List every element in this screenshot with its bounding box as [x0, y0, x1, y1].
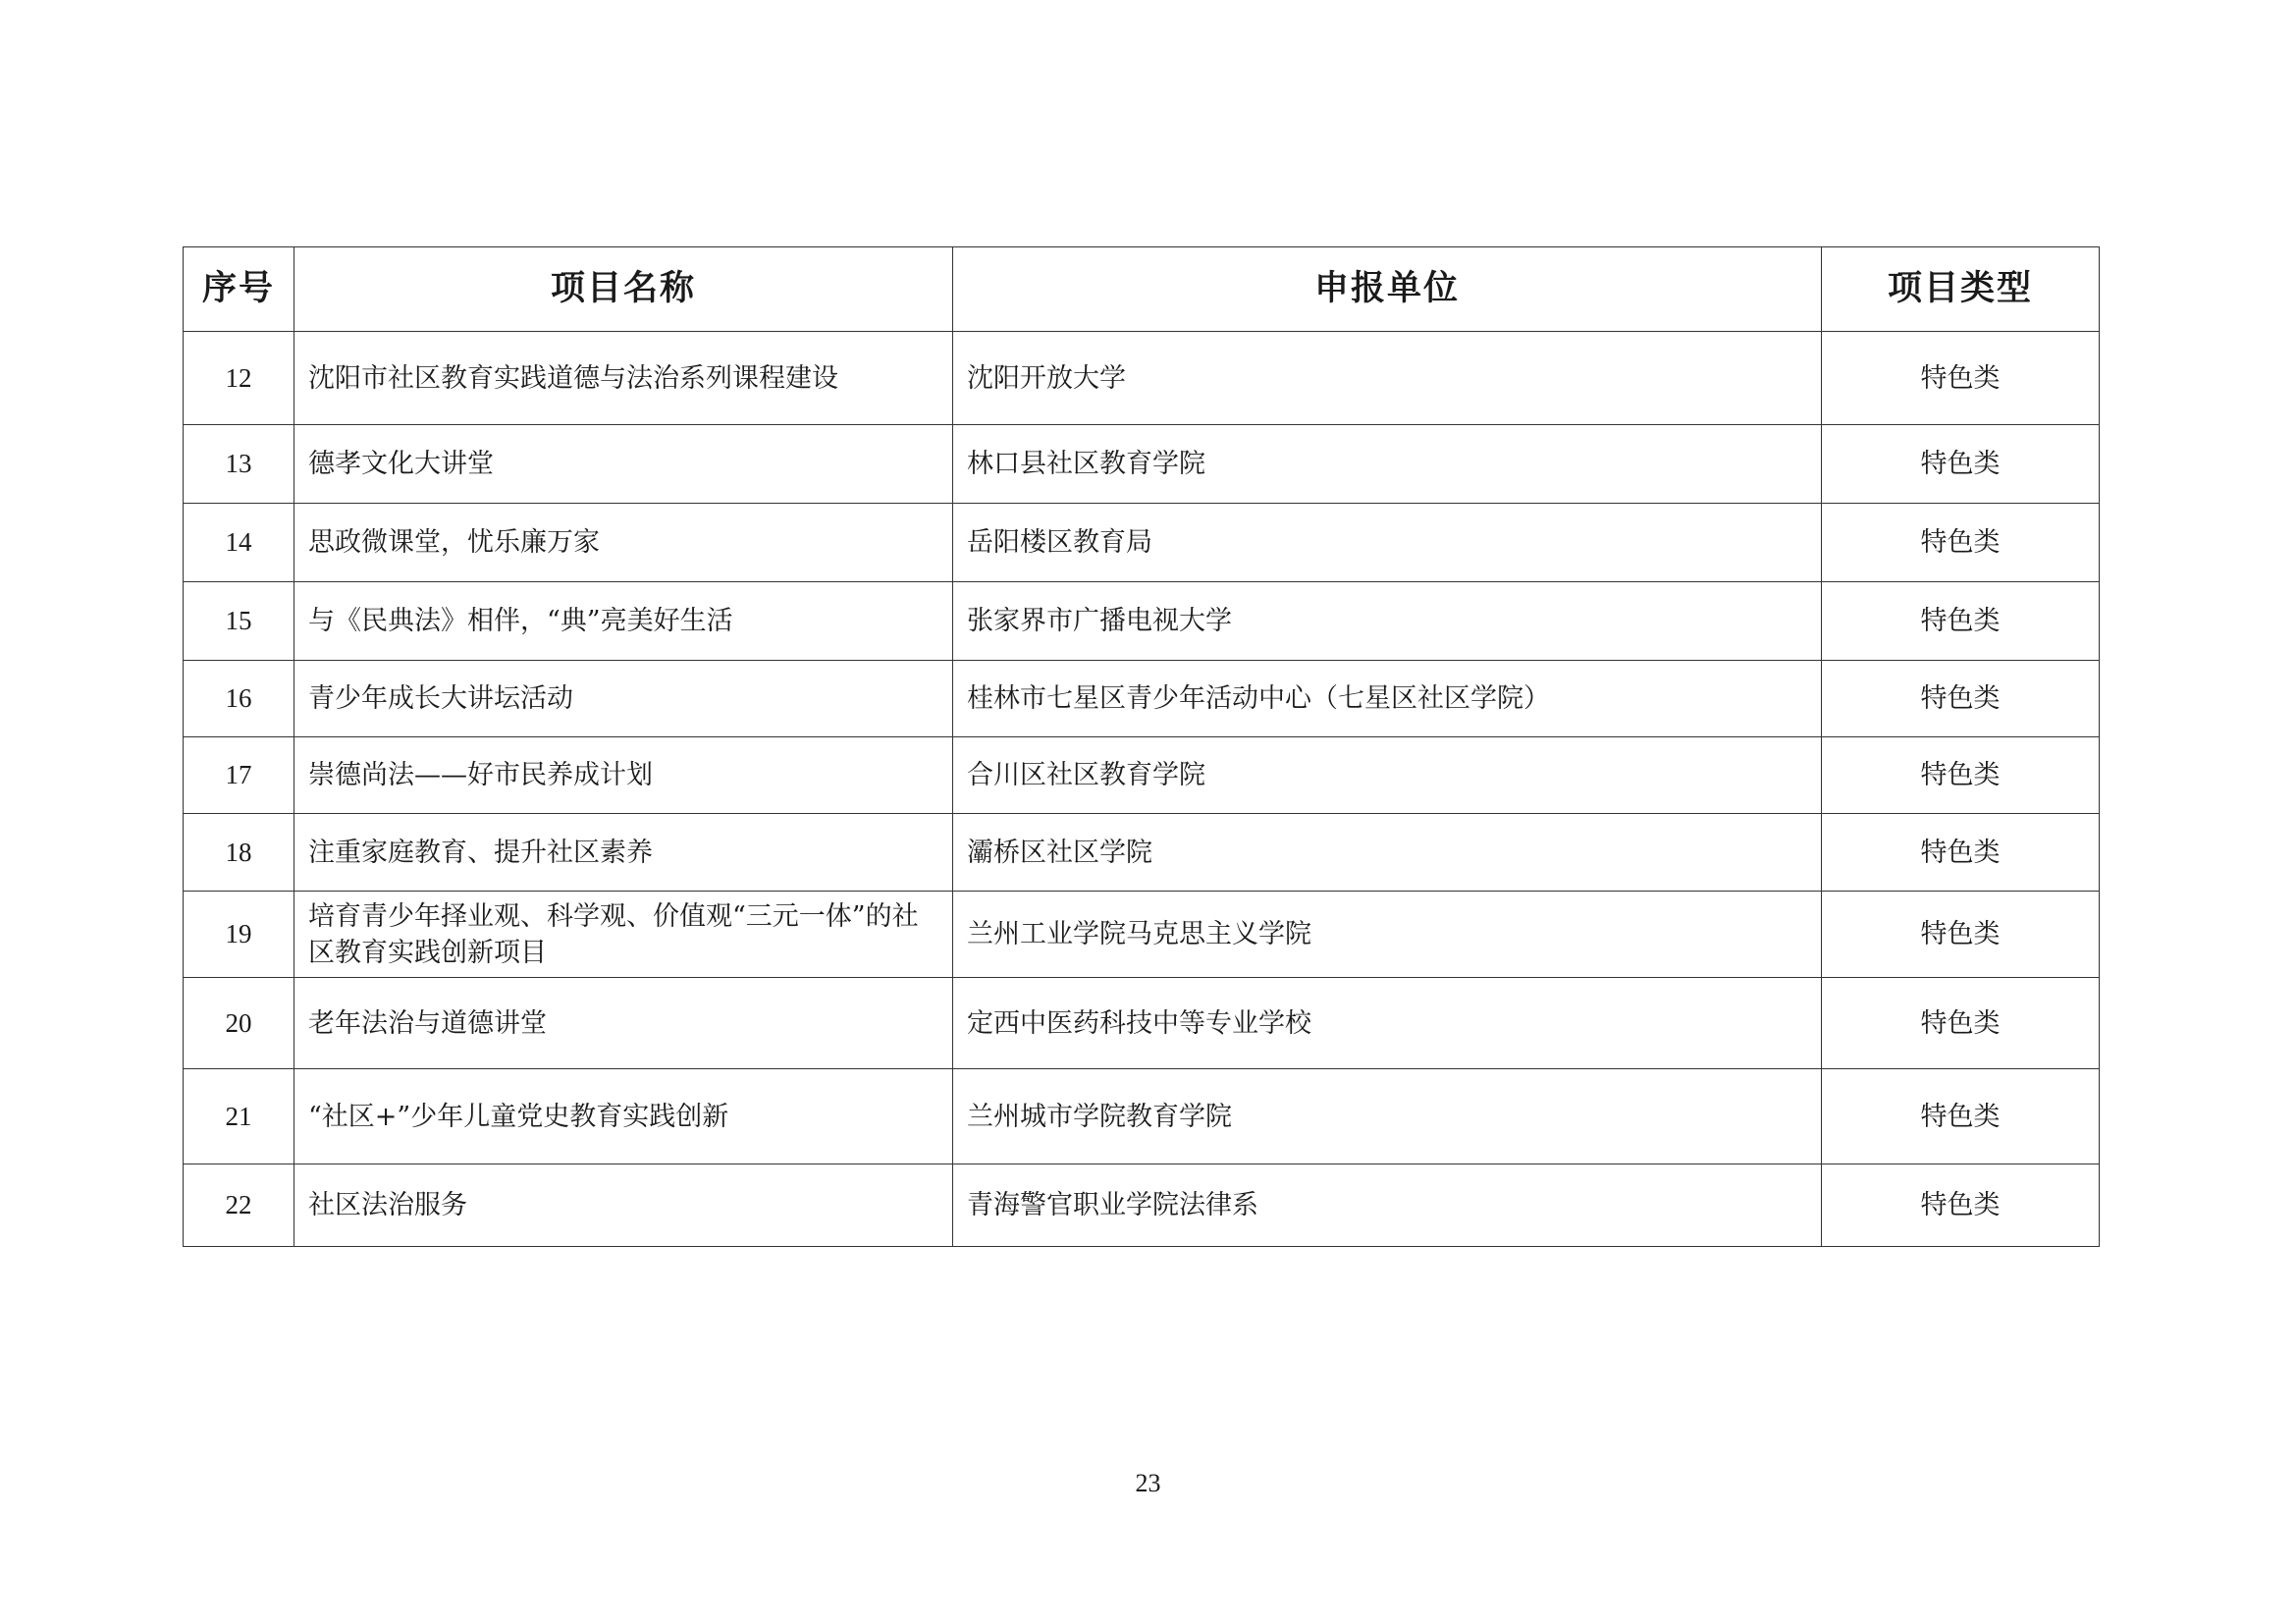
row-number: 16 — [184, 661, 294, 737]
table-row — [184, 661, 2100, 737]
table-row — [184, 1164, 2100, 1247]
row-number: 21 — [184, 1069, 294, 1164]
table-row — [184, 814, 2100, 892]
table-row — [184, 892, 2100, 978]
project-table — [183, 246, 2100, 1247]
row-project-name: 崇德尚法——好市民养成计划 — [294, 737, 953, 814]
row-number: 15 — [184, 582, 294, 661]
row-number: 12 — [184, 332, 294, 425]
header-applicant-unit: 申报单位 — [953, 247, 1822, 332]
row-project-type: 特色类 — [1822, 814, 2100, 892]
row-number: 13 — [184, 425, 294, 504]
table-row — [184, 332, 2100, 425]
row-project-type: 特色类 — [1822, 978, 2100, 1069]
table-row — [184, 582, 2100, 661]
row-applicant-unit: 岳阳楼区教育局 — [953, 504, 1822, 582]
row-project-type: 特色类 — [1822, 892, 2100, 978]
row-project-type: 特色类 — [1822, 1069, 2100, 1164]
row-project-type: 特色类 — [1822, 425, 2100, 504]
row-project-type: 特色类 — [1822, 332, 2100, 425]
header-project-type: 项目类型 — [1822, 247, 2100, 332]
row-project-name: 青少年成长大讲坛活动 — [294, 661, 953, 737]
row-project-name: 注重家庭教育、提升社区素养 — [294, 814, 953, 892]
row-project-type: 特色类 — [1822, 737, 2100, 814]
row-project-name: 老年法治与道德讲堂 — [294, 978, 953, 1069]
row-project-type: 特色类 — [1822, 661, 2100, 737]
row-project-name: 培育青少年择业观、科学观、价值观“三元一体”的社区教育实践创新项目 — [294, 892, 953, 978]
row-project-type: 特色类 — [1822, 1164, 2100, 1247]
row-applicant-unit: 灞桥区社区学院 — [953, 814, 1822, 892]
row-applicant-unit: 沈阳开放大学 — [953, 332, 1822, 425]
row-number: 18 — [184, 814, 294, 892]
row-project-name: 与《民典法》相伴，“典”亮美好生活 — [294, 582, 953, 661]
row-number: 22 — [184, 1164, 294, 1247]
table-row — [184, 1069, 2100, 1164]
row-applicant-unit: 兰州工业学院马克思主义学院 — [953, 892, 1822, 978]
row-number: 17 — [184, 737, 294, 814]
header-project-name: 项目名称 — [294, 247, 953, 332]
row-number: 14 — [184, 504, 294, 582]
row-applicant-unit: 合川区社区教育学院 — [953, 737, 1822, 814]
row-applicant-unit: 张家界市广播电视大学 — [953, 582, 1822, 661]
table-row — [184, 425, 2100, 504]
row-applicant-unit: 桂林市七星区青少年活动中心（七星区社区学院） — [953, 661, 1822, 737]
row-applicant-unit: 定西中医药科技中等专业学校 — [953, 978, 1822, 1069]
row-project-name: 思政微课堂，忧乐廉万家 — [294, 504, 953, 582]
row-project-name: 沈阳市社区教育实践道德与法治系列课程建设 — [294, 332, 953, 425]
table-row — [184, 504, 2100, 582]
page-number: 23 — [1135, 1469, 1161, 1497]
row-applicant-unit: 青海警官职业学院法律系 — [953, 1164, 1822, 1247]
table-header-row — [184, 247, 2100, 332]
table-row — [184, 737, 2100, 814]
table-row — [184, 978, 2100, 1069]
row-project-name: “社区+”少年儿童党史教育实践创新 — [294, 1069, 953, 1164]
row-number: 19 — [184, 892, 294, 978]
row-applicant-unit: 林口县社区教育学院 — [953, 425, 1822, 504]
header-number: 序号 — [184, 247, 294, 332]
row-project-type: 特色类 — [1822, 582, 2100, 661]
row-applicant-unit: 兰州城市学院教育学院 — [953, 1069, 1822, 1164]
row-number: 20 — [184, 978, 294, 1069]
row-project-name: 社区法治服务 — [294, 1164, 953, 1247]
row-project-name: 德孝文化大讲堂 — [294, 425, 953, 504]
row-project-type: 特色类 — [1822, 504, 2100, 582]
